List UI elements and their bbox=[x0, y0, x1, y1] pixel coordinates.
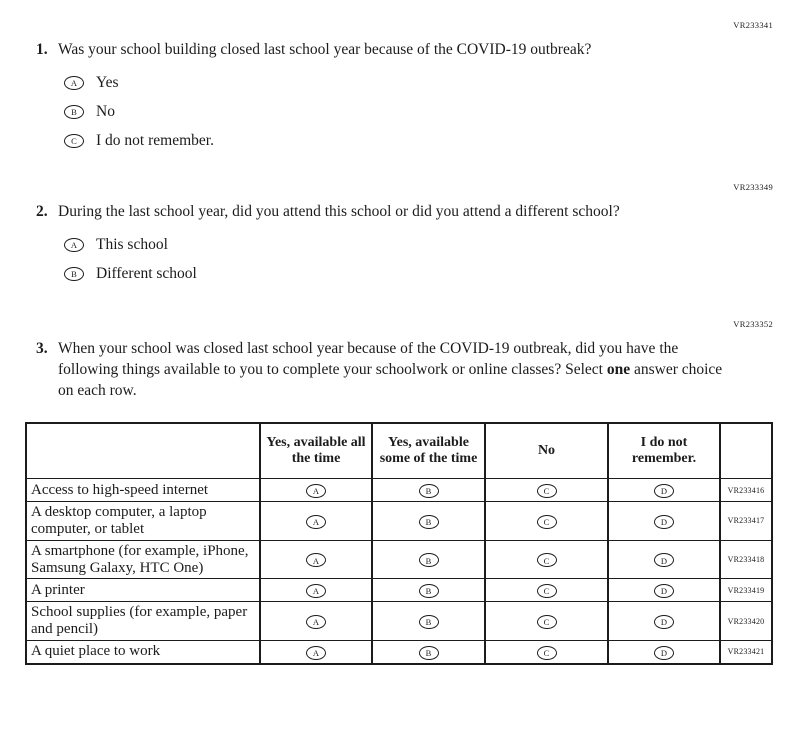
question-1-option-no[interactable] bbox=[64, 103, 795, 121]
question-1-code: VR233341 bbox=[733, 20, 773, 30]
header-item-blank bbox=[26, 423, 260, 479]
answer-bubble-c-icon[interactable] bbox=[537, 515, 557, 529]
question-2-block bbox=[0, 182, 795, 283]
question-3-block bbox=[0, 319, 795, 665]
option-label: No bbox=[96, 102, 115, 120]
answer-bubble-b-icon[interactable] bbox=[419, 484, 439, 498]
bubble-letter: A bbox=[312, 647, 320, 658]
question-1-option-do-not-remember[interactable] bbox=[64, 132, 795, 150]
table-row-supplies bbox=[26, 602, 772, 641]
answer-bubble-b-icon[interactable] bbox=[419, 646, 439, 660]
bubble-letter: B bbox=[425, 486, 432, 497]
header-yes-some-time: Yes, available some of the time bbox=[372, 423, 485, 479]
option-label: This school bbox=[96, 235, 168, 253]
header-yes-all-time: Yes, available all the time bbox=[260, 423, 372, 479]
answer-bubble-d-icon[interactable] bbox=[654, 646, 674, 660]
option-label: I do not remember. bbox=[96, 131, 214, 149]
row-label: A smartphone (for example, iPhone, Samsung Galaxy, HTC One) bbox=[26, 540, 260, 579]
row-code: VR233421 bbox=[720, 640, 772, 664]
question-3-text-post: answer choice on each row. bbox=[58, 360, 723, 399]
availability-table bbox=[25, 422, 773, 665]
question-1-text: Was your school building closed last school year because of the COVID-19 outbreak? bbox=[58, 41, 592, 58]
answer-bubble-b-icon[interactable] bbox=[419, 553, 439, 567]
bubble-letter: B bbox=[425, 516, 432, 527]
row-label: A quiet place to work bbox=[26, 640, 260, 664]
bubble-letter: B bbox=[71, 269, 77, 280]
bubble-letter: B bbox=[425, 647, 432, 658]
answer-cell bbox=[608, 602, 720, 641]
header-code-blank bbox=[720, 423, 772, 479]
answer-cell bbox=[372, 602, 485, 641]
table-row-internet bbox=[26, 479, 772, 502]
bubble-letter: C bbox=[543, 586, 550, 597]
question-2-option-this-school[interactable] bbox=[64, 236, 795, 254]
row-code: VR233418 bbox=[720, 540, 772, 579]
row-code: VR233417 bbox=[720, 502, 772, 541]
answer-cell bbox=[608, 579, 720, 602]
answer-bubble-d-icon[interactable] bbox=[654, 553, 674, 567]
question-3-text-bold: one bbox=[606, 360, 631, 378]
bubble-letter: D bbox=[660, 586, 668, 597]
answer-bubble-a-icon[interactable] bbox=[306, 515, 326, 529]
answer-cell bbox=[260, 479, 372, 502]
bubble-letter: C bbox=[543, 486, 550, 497]
answer-bubble-d-icon[interactable] bbox=[654, 484, 674, 498]
answer-bubble-b-icon[interactable] bbox=[419, 615, 439, 629]
answer-bubble-a-icon[interactable] bbox=[306, 484, 326, 498]
answer-bubble-c-icon[interactable] bbox=[537, 484, 557, 498]
question-2-text: During the last school year, did you attend this school or did you attend a different school? bbox=[58, 202, 620, 220]
question-2 bbox=[36, 202, 735, 223]
table-row-quiet-place bbox=[26, 640, 772, 664]
bubble-letter: C bbox=[543, 647, 550, 658]
table-header-row bbox=[26, 423, 772, 479]
bubble-letter: D bbox=[660, 486, 668, 497]
answer-cell bbox=[260, 540, 372, 579]
row-label: School supplies (for example, paper and pencil) bbox=[26, 602, 260, 641]
header-no: No bbox=[485, 423, 608, 479]
bubble-letter: C bbox=[71, 136, 77, 147]
answer-bubble-a-icon[interactable] bbox=[306, 646, 326, 660]
question-1-number: 1. bbox=[36, 41, 48, 58]
header-do-not-remember: I do not remember. bbox=[608, 423, 720, 479]
answer-bubble-b-icon[interactable] bbox=[419, 584, 439, 598]
bubble-letter: D bbox=[660, 617, 668, 628]
question-3-text-pre: When your school was closed last school year because of the COVID-19 outbreak, did you have the following things available to you to complete your schoolwork or online classes? Select bbox=[58, 339, 679, 378]
table-row-printer bbox=[26, 579, 772, 602]
answer-cell bbox=[260, 640, 372, 664]
option-label: Different school bbox=[96, 264, 197, 282]
answer-cell bbox=[260, 502, 372, 541]
answer-bubble-a-icon[interactable] bbox=[64, 76, 84, 90]
bubble-letter: A bbox=[70, 78, 78, 89]
answer-bubble-c-icon[interactable] bbox=[537, 646, 557, 660]
table-row-computer bbox=[26, 502, 772, 541]
row-code: VR233420 bbox=[720, 602, 772, 641]
answer-bubble-d-icon[interactable] bbox=[654, 584, 674, 598]
question-1-options bbox=[64, 74, 795, 150]
answer-cell bbox=[485, 502, 608, 541]
bubble-letter: B bbox=[71, 107, 77, 118]
answer-cell bbox=[260, 602, 372, 641]
answer-cell bbox=[260, 579, 372, 602]
answer-bubble-d-icon[interactable] bbox=[654, 615, 674, 629]
question-3 bbox=[36, 339, 735, 402]
row-code: VR233416 bbox=[720, 479, 772, 502]
answer-bubble-c-icon[interactable] bbox=[537, 615, 557, 629]
answer-bubble-b-icon[interactable] bbox=[419, 515, 439, 529]
bubble-letter: D bbox=[660, 647, 668, 658]
answer-bubble-c-icon[interactable] bbox=[64, 134, 84, 148]
answer-cell bbox=[372, 502, 485, 541]
answer-bubble-a-icon[interactable] bbox=[306, 553, 326, 567]
answer-cell bbox=[608, 540, 720, 579]
bubble-letter: D bbox=[660, 555, 668, 566]
answer-cell bbox=[372, 479, 485, 502]
answer-cell bbox=[608, 479, 720, 502]
bubble-letter: C bbox=[543, 617, 550, 628]
question-2-option-different-school[interactable] bbox=[64, 265, 795, 283]
answer-cell bbox=[372, 540, 485, 579]
answer-bubble-a-icon[interactable] bbox=[306, 615, 326, 629]
answer-cell bbox=[485, 602, 608, 641]
bubble-letter: C bbox=[543, 516, 550, 527]
bubble-letter: D bbox=[660, 516, 668, 527]
answer-bubble-b-icon[interactable] bbox=[64, 267, 84, 281]
bubble-letter: A bbox=[70, 240, 78, 251]
answer-cell bbox=[485, 479, 608, 502]
bubble-letter: A bbox=[312, 586, 320, 597]
bubble-letter: B bbox=[425, 617, 432, 628]
bubble-letter: C bbox=[543, 555, 550, 566]
question-3-text bbox=[58, 339, 735, 402]
question-2-number: 2. bbox=[36, 202, 48, 220]
question-3-code: VR233352 bbox=[733, 318, 773, 329]
question-2-code: VR233349 bbox=[733, 181, 773, 192]
bubble-letter: A bbox=[312, 486, 320, 497]
question-1 bbox=[36, 40, 735, 61]
answer-bubble-d-icon[interactable] bbox=[654, 515, 674, 529]
question-1-option-yes[interactable] bbox=[64, 74, 795, 92]
answer-cell bbox=[485, 579, 608, 602]
row-label: A desktop computer, a laptop computer, or tablet bbox=[26, 502, 260, 541]
answer-cell bbox=[485, 640, 608, 664]
question-2-options bbox=[64, 236, 795, 283]
question-3-number: 3. bbox=[36, 339, 48, 357]
answer-cell bbox=[608, 640, 720, 664]
answer-cell bbox=[608, 502, 720, 541]
bubble-letter: B bbox=[425, 555, 432, 566]
row-code: VR233419 bbox=[720, 579, 772, 602]
row-label: Access to high-speed internet bbox=[26, 479, 260, 502]
table-row-smartphone bbox=[26, 540, 772, 579]
answer-cell bbox=[372, 579, 485, 602]
answer-bubble-b-icon[interactable] bbox=[64, 105, 84, 119]
answer-bubble-a-icon[interactable] bbox=[64, 238, 84, 252]
bubble-letter: A bbox=[312, 617, 320, 628]
question-1-block bbox=[0, 0, 795, 150]
answer-cell bbox=[372, 640, 485, 664]
answer-bubble-c-icon[interactable] bbox=[537, 553, 557, 567]
row-label: A printer bbox=[26, 579, 260, 602]
answer-bubble-c-icon[interactable] bbox=[537, 584, 557, 598]
answer-bubble-a-icon[interactable] bbox=[306, 584, 326, 598]
bubble-letter: A bbox=[312, 555, 320, 566]
bubble-letter: B bbox=[425, 586, 432, 597]
answer-cell bbox=[485, 540, 608, 579]
bubble-letter: A bbox=[312, 516, 320, 527]
option-label: Yes bbox=[96, 73, 119, 91]
